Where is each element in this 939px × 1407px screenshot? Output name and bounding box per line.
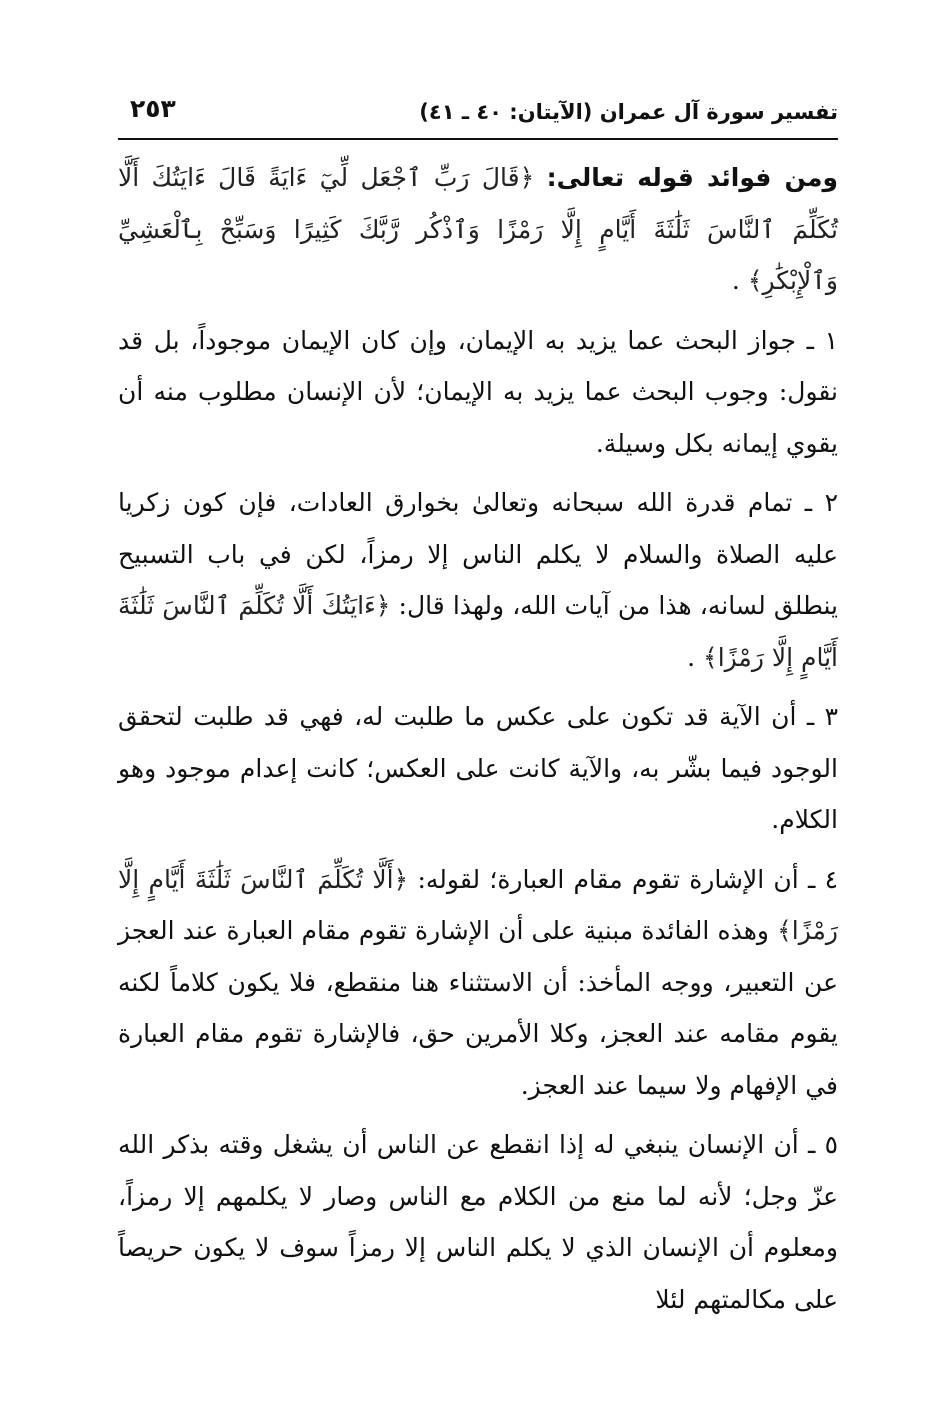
benefit-paragraph-3 (118, 691, 838, 846)
intro-lead: ومن فوائد قوله تعالى: (546, 163, 839, 192)
benefit-text: ٤ ـ أن الإشارة تقوم مقام العبارة؛ لقوله: (417, 864, 839, 894)
page-body (118, 152, 838, 1333)
benefit-text-after: وهذه الفائدة مبنية على أن الإشارة تقوم مقام العبارة عند العجز عن التعبير، ووجه المأخذ: أن الاستثناء هنا منقطع، فلا يكون كلاماً لكنه يقوم مقامه عند العجز، وكلا الأمرين حق، فالإشارة تقوم مقام العبارة في الإفهام ولا سيما عند العجز. (118, 916, 838, 1100)
intro-paragraph (118, 152, 838, 307)
running-title: تفسير سورة آل عمران (الآيتان: ٤٠ ـ ٤١) (419, 100, 838, 124)
intro-end: . (731, 266, 740, 295)
quran-verse: ﴿ءَايَتُكَ أَلَّا تُكَلِّمَ ٱلنَّاسَ ثَلَٰثَةَ أَيَّامٍ إِلَّا رَمْزًا﴾ (118, 591, 838, 672)
page-number: ٢٥٣ (130, 94, 176, 123)
benefit-text: ٥ ـ أن الإنسان ينبغي له إذا انقطع عن الناس أن يشغل وقته بذكر الله عزّ وجل؛ لأنه لما منع من الكلام مع الناس وصار لا يكلمهم إلا رمزاً، ومعلوم أن الإنسان الذي لا يكلم الناس إلا رمزاً سوف لا يكون حريصاً على مكالمتهم لئلا (118, 1130, 838, 1314)
quran-verse: ﴿قَالَ رَبِّ ٱجْعَل لِّيٓ ءَايَةً قَالَ ءَايَتُكَ أَلَّا تُكَلِّمَ ٱلنَّاسَ ثَلَٰثَةَ أَيَّامٍ إِلَّا رَمْزًا وَٱذْكُر رَّبَّكَ كَثِيرًا وَسَبِّحْ بِٱلْعَشِيِّ وَٱلْإِبْكَٰرِ﴾ (118, 163, 838, 295)
benefit-text: ٣ ـ أن الآية قد تكون على عكس ما طلبت له، فهي قد طلبت لتحقق الوجود فيما بشّر به، والآية كانت على العكس؛ كانت إعدام موجود وهو الكلام. (118, 702, 838, 834)
quran-verse: ﴿أَلَّا تُكَلِّمَ ٱلنَّاسَ ثَلَٰثَةَ أَيَّامٍ إِلَّا رَمْزًا﴾ (118, 864, 838, 945)
page-header (118, 96, 838, 138)
benefit-paragraph-5 (118, 1119, 838, 1325)
header-divider (118, 138, 838, 140)
benefit-text: ٢ ـ تمام قدرة الله سبحانه وتعالىٰ بخوارق العادات، فإن كون زكريا عليه الصلاة والسلام لا يكلم الناس إلا رمزاً، لكن في باب التسبيح ينطلق لسانه، هذا من آيات الله، ولهذا قال: (118, 488, 838, 620)
benefit-paragraph-4 (118, 854, 838, 1112)
benefit-text-after: . (687, 642, 696, 672)
benefit-paragraph-2 (118, 477, 838, 683)
benefit-text: ١ ـ جواز البحث عما يزيد به الإيمان، وإن كان الإيمان موجوداً، بل قد نقول: وجوب البحث عما يزيد به الإيمان؛ لأن الإنسان مطلوب منه أن يقوي إيمانه بكل وسيلة. (118, 325, 838, 458)
benefit-paragraph-1 (118, 315, 838, 470)
